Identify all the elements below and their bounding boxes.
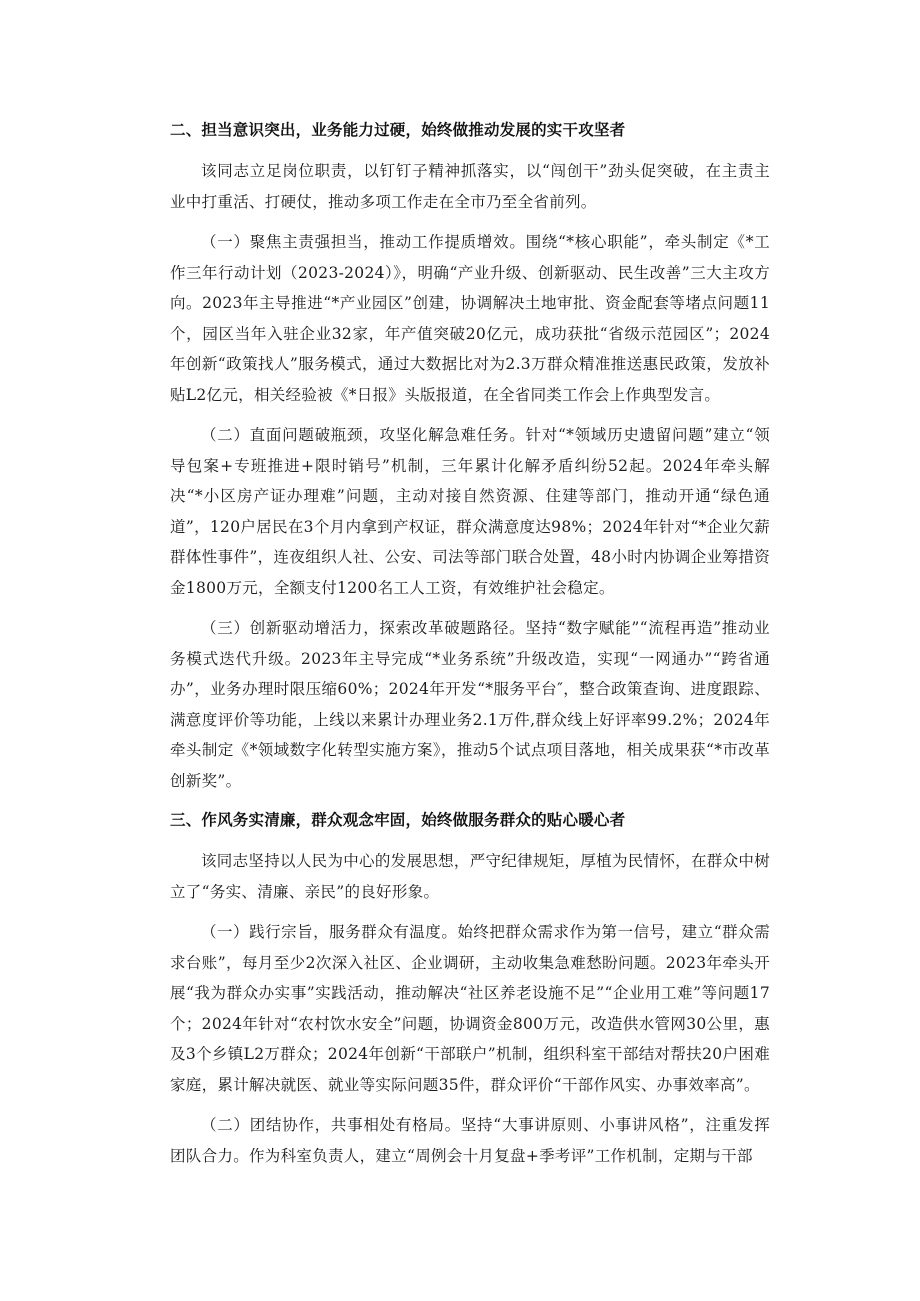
section-2 [170,116,770,796]
paragraph-innovation: （三）创新驱动增活力，探索改革破题路径。坚持“数字赋能”“流程再造”推动业务模式迭代升级。2023年主导完成“*业务系统”升级改造，实现“一网通办”“跨省通办”，业务办理时限压缩60%；2024年开发“*服务平台″，整合政策查询、进度跟踪、满意度评价等功能，上线以来累计办理业务2.1万件,群众线上好评率99.2%；2024年牵头制定《*领域数字化转型实施方案》，推动5个试点项目落地，相关成果获“*市改革创新奖”。 [170,619,770,790]
section-3 [170,806,770,1171]
document-body [170,116,770,1171]
paragraph-serve-people: （一）践行宗旨，服务群众有温度。始终把群众需求作为第一信号，建立“群众需求台账”，每月至少2次深入社区、企业调研，主动收集急难愁盼问题。2023年牵头开展“我为群众办实事”实践活动，推动解决“社区养老设施不足”“企业用工难”等问题17个；2024年针对“农村饮水安全”问题，协调资金800万元，改造供水管网30公里，惠及3个乡镇L2万群众；2024年创新“干部联户”机制，组织科室干部结对帮扶20户困难家庭，累计解决就医、就业等实际问题35件，群众评价“干部作风实、办事效率高”。 [170,923,770,1094]
paragraph-problem-solving: （二）直面问题破瓶颈，攻坚化解急难任务。针对“*领域历史遗留问题”建立“领导包案+专班推进+限时销号”机制，三年累计化解矛盾纠纷52起。2024年牵头解决“*小区房产证办理难”问题，主动对接自然资源、住建等部门，推动开通“绿色通道”，120户居民在3个月内拿到产权证，群众满意度达98%；2024年针对“*企业欠薪群体性事件”，连夜组织人社、公安、司法等部门联合处置，48小时内协调企业筹措资金1800万元，全额支付1200名工人工资，有效维护社会稳定。 [170,426,770,597]
section-heading: 三、作风务实清廉，群众观念牢固，始终做服务群众的贴心暖心者 [170,811,626,829]
paragraph-focus-responsibility: （一）聚焦主责强担当，推动工作提质增效。围绕“*核心职能”，牵头制定《*工作三年行动计划（2023-2024）》，明确“产业升级、创新驱动、民生改善”三大主攻方向。2023年主导推进“*产业园区”创建，协调解决土地审批、资金配套等堵点问题11个，园区当年入驻企业32家，年产值突破20亿元，成功获批“省级示范园区”；2024年创新“政策找人”服务模式，通过大数据比对为2.3万群众精准推送惠民政策，发放补贴L2亿元，相关经验被《*日报》头版报道，在全省同类工作会上作典型发言。 [170,233,770,404]
section-heading: 二、担当意识突出，业务能力过硬，始终做推动发展的实干攻坚者 [170,121,626,139]
section-intro-paragraph: 该同志坚持以人民为中心的发展思想，严守纪律规矩，厚植为民情怀，在群众中树立了“务实、清廉、亲民”的良好形象。 [170,852,770,901]
paragraph-teamwork: （二）团结协作，共事相处有格局。坚持“大事讲原则、小事讲风格”，注重发挥团队合力。作为科室负责人，建立“周例会十月复盘+季考评”工作机制，定期与干部 [170,1116,770,1165]
section-intro-paragraph: 该同志立足岗位职责，以钉钉子精神抓落实，以“闯创干”劲头促突破，在主责主业中打重活、打硬仗，推动多项工作走在全市乃至全省前列。 [170,162,770,211]
